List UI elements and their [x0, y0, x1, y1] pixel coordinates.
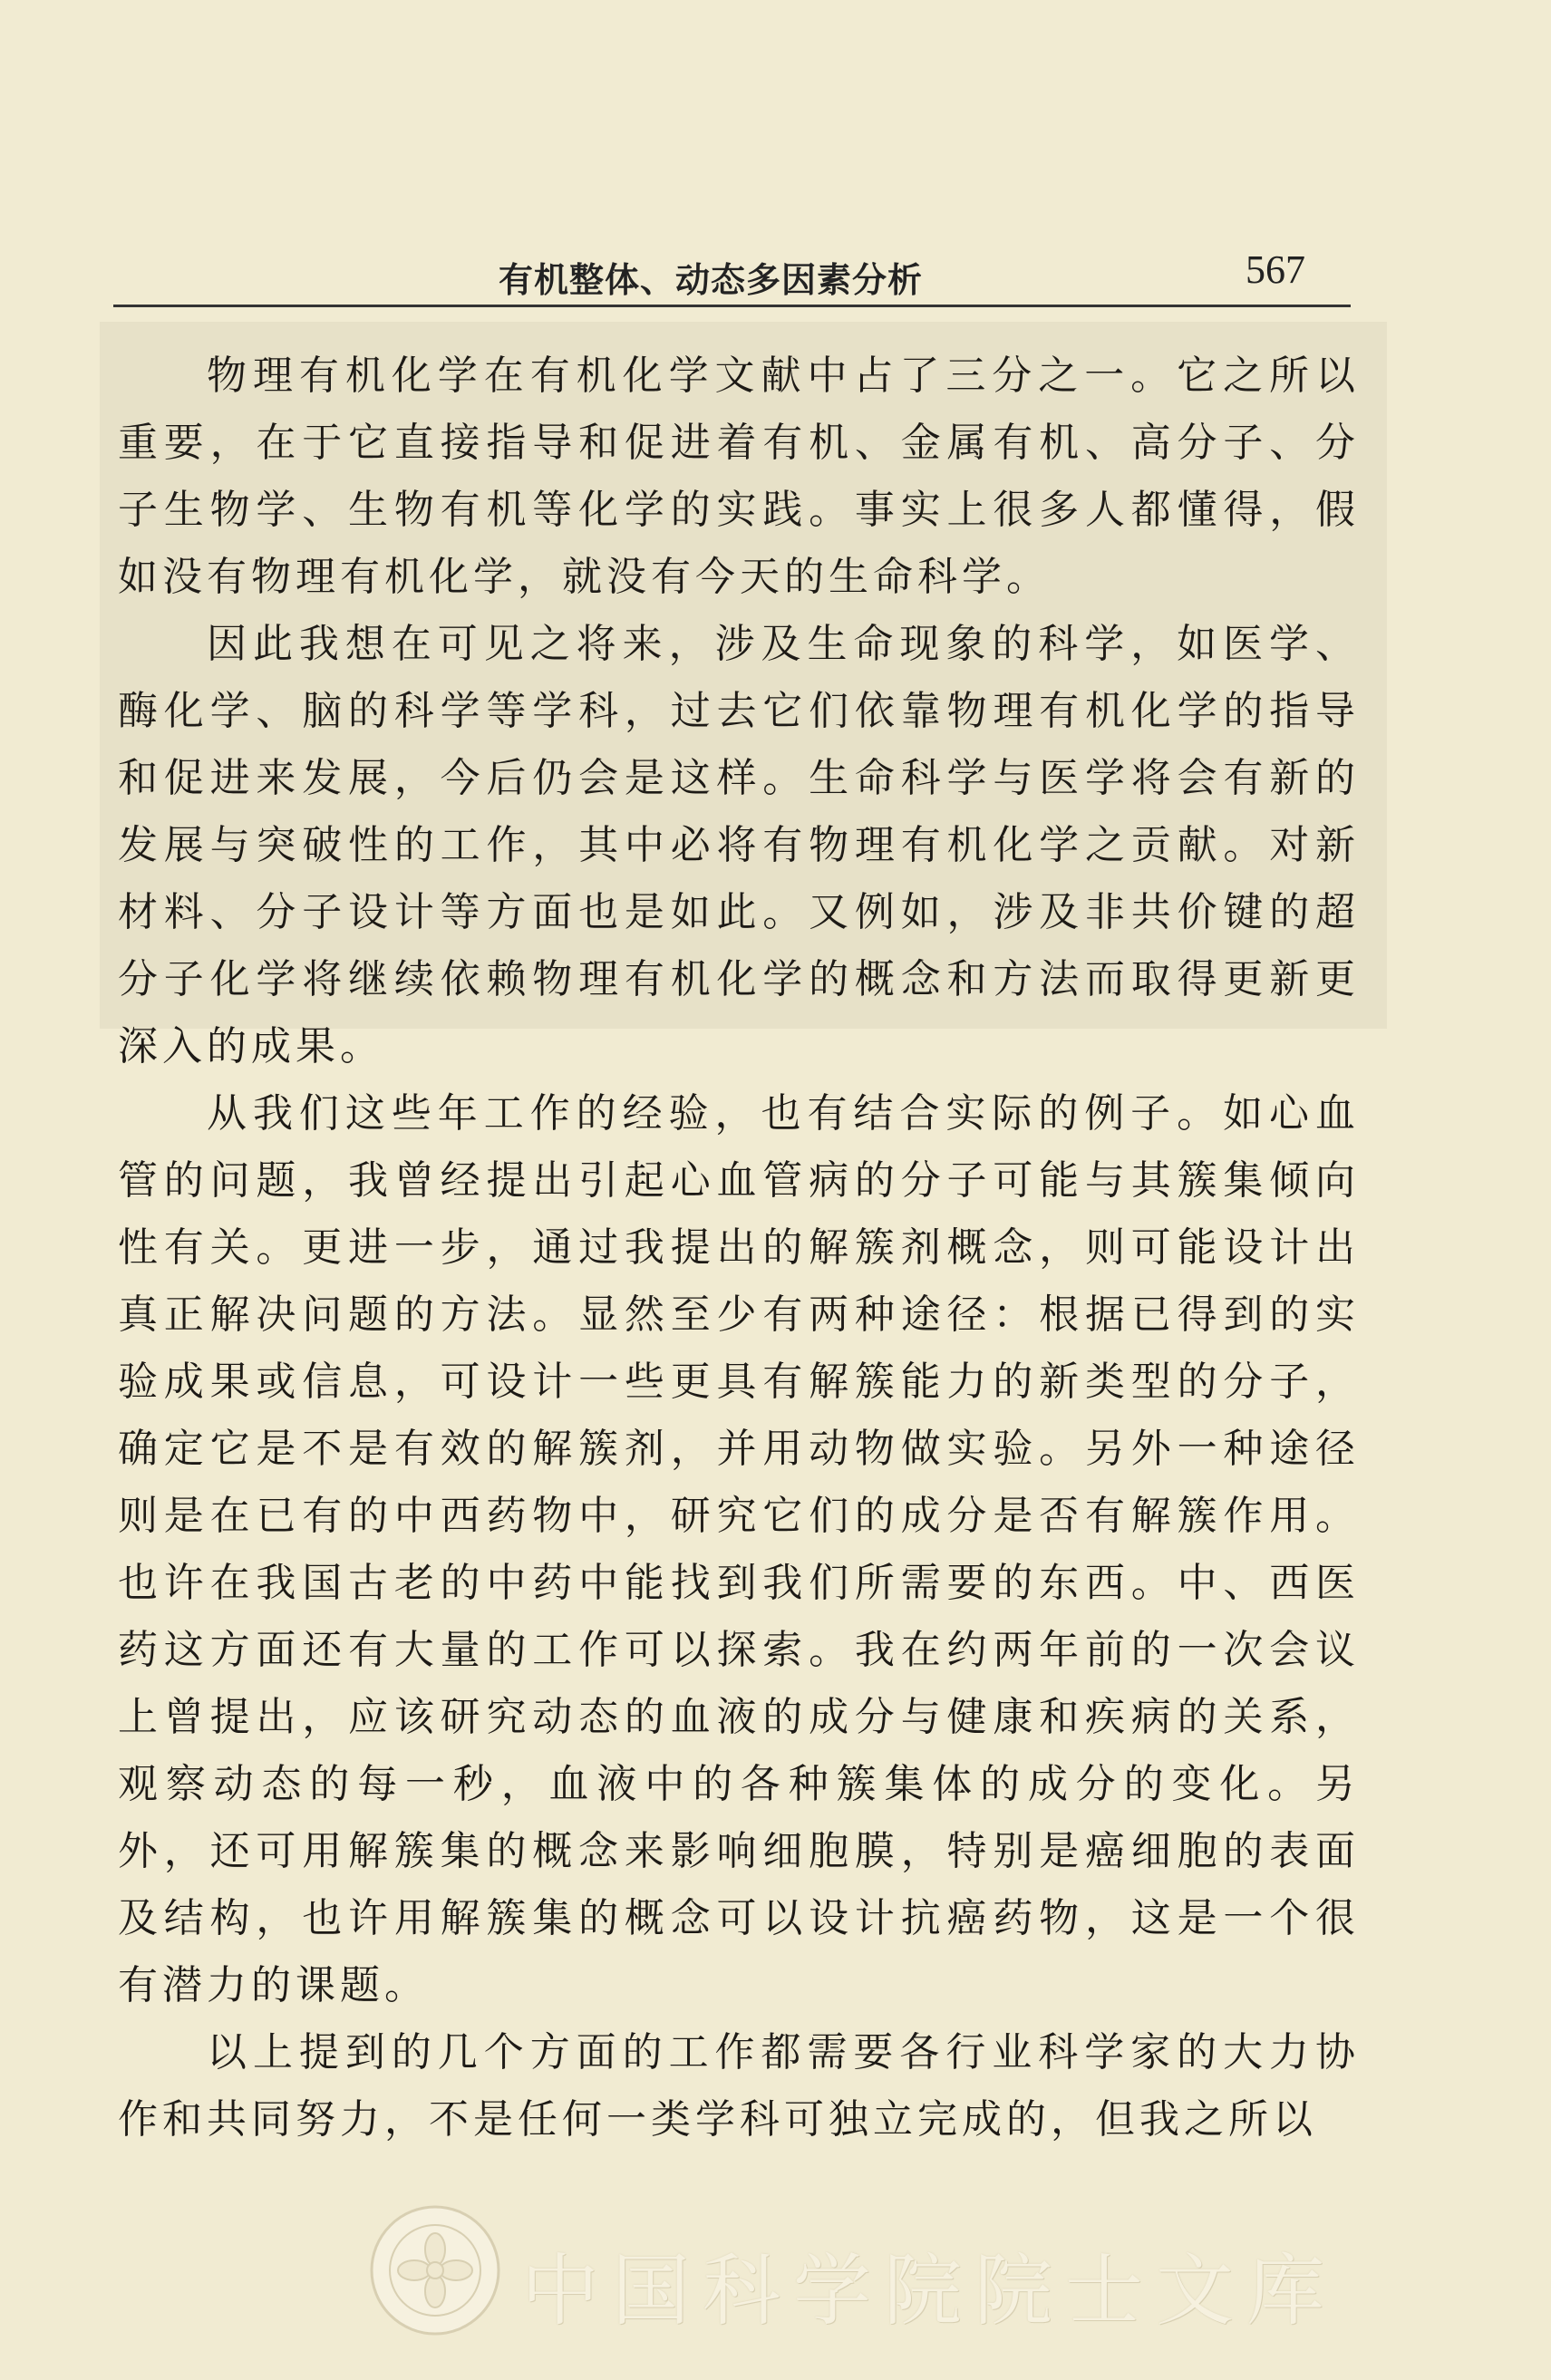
paragraph-4: 以上提到的几个方面的工作都需要各行业科学家的大力协作和共同努力，不是任何一类学科可独立完成的，但我之所以: [118, 2029, 1360, 2143]
watermark: [367, 2202, 1337, 2338]
running-header: [113, 243, 1351, 311]
paragraph-2: 因此我想在可见之将来，涉及生命现象的科学，如医学、酶化学、脑的科学等学科，过去它们依靠物理有机化学的指导和促进来发展，今后仍会是这样。生命科学与医学将会有新的发展与突破性的工作，其中必将有物理有机化学之贡献。对新材料、分子设计等方面也是如此。又例如，涉及非共价键的超分子化学将继续依赖物理有机化学的概念和方法而取得更新更深入的成果。: [118, 621, 1360, 1069]
watermark-text: 中国科学院院士文库: [521, 2246, 1337, 2336]
paragraph-3: 从我们这些年工作的经验，也有结合实际的例子。如心血管的问题，我曾经提出引起心血管病的分子可能与其簇集倾向性有关。更进一步，通过我提出的解簇剂概念，则可能设计出真正解决问题的方法。显然至少有两种途径：根据已得到的实验成果或信息，可设计一些更具有解簇能力的新类型的分子，确定它是不是有效的解簇剂，并用动物做实验。另外一种途径则是在已有的中西药物中，研究它们的成分是否有解簇作用。也许在我国古老的中药中能找到我们所需要的东西。中、西医药这方面还有大量的工作可以探索。我在约两年前的一次会议上曾提出，应该研究动态的血液的成分与健康和疾病的关系，观察动态的每一秒，血液中的各种簇集体的成分的变化。另外，还可用解簇集的概念来影响细胞膜，特别是癌细胞的表面及结构，也许用解簇集的概念可以设计抗癌药物，这是一个很有潜力的课题。: [118, 1090, 1360, 2008]
page-number: 567: [1246, 247, 1305, 292]
paragraph-1: 物理有机化学在有机化学文献中占了三分之一。它之所以重要，在于它直接指导和促进着有机、金属有机、高分子、分子生物学、生物有机等化学的实践。事实上很多人都懂得，假如没有物理有机化学，就没有今天的生命科学。: [118, 353, 1360, 600]
running-title: 有机整体、动态多因素分析: [499, 260, 924, 300]
academy-seal-icon: [367, 2202, 503, 2338]
header-rule: [113, 305, 1351, 307]
body-text: [118, 343, 1360, 2153]
